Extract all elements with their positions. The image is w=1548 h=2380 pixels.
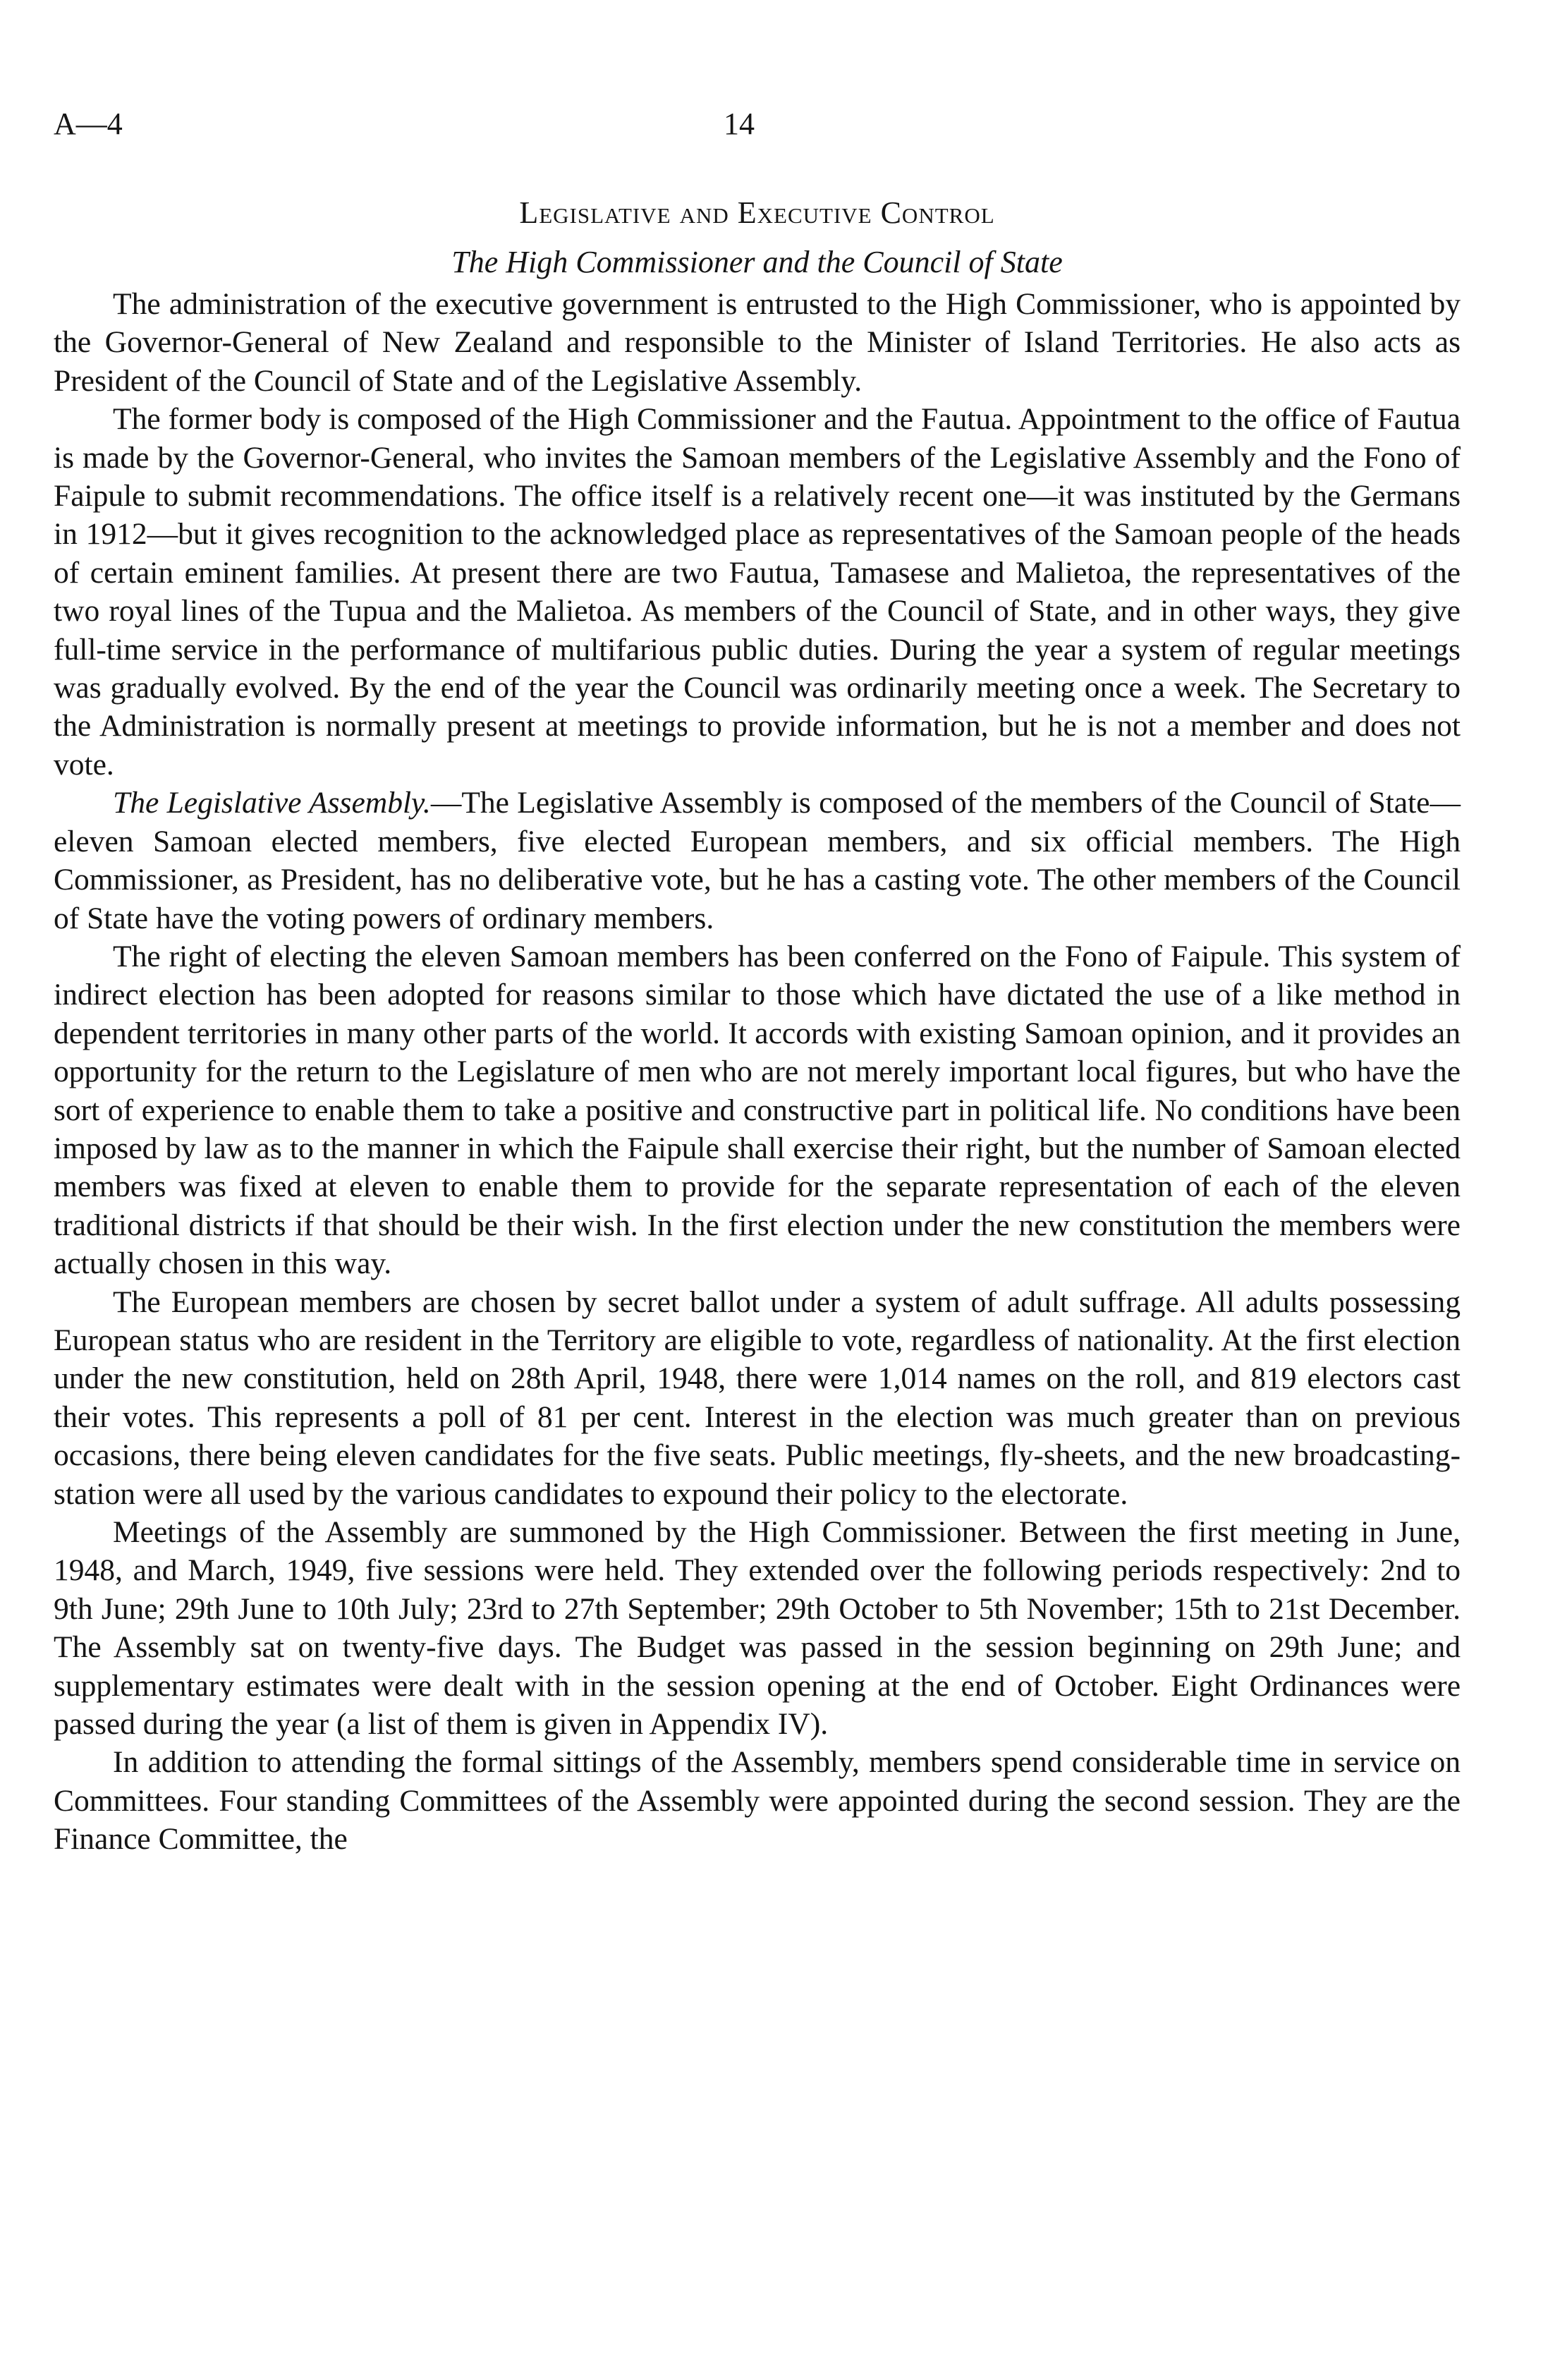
page-number: 14 xyxy=(724,107,755,141)
paragraph-lead: The Legislative Assembly. xyxy=(113,786,431,820)
body-text xyxy=(54,285,1461,1859)
page-reference: A—4 xyxy=(54,107,123,141)
page-header xyxy=(54,106,1461,162)
paragraph xyxy=(54,937,1461,1283)
paragraph-text: Meetings of the Assembly are summoned by the High Commissioner. Between the first meeting in June, 1948, and March, 1949, five sessions were held. They extended over the following periods respectively: 2nd to 9th June; 29th June to 10th July; 23rd to 27th September; 29th October to 5th November; 15th to 21st December. The Assembly sat on twenty-five days. The Budget was passed in the session beginning on 29th June; and supplementary estimates were dealt with in the session opening at the end of October. Eight Ordinances were passed during the year (a list of them is given in Appendix IV). xyxy=(54,1515,1461,1742)
paragraph-text: —The Legislative Assembly is composed of the members of the Council of State—eleven Samoan elected members, five elected European members, and six official members. The High Commissioner, as President, has no deliberative vote, but he has a casting vote. The other members of the Council of State have the voting powers of ordinary members. xyxy=(54,786,1461,935)
paragraph-text: The European members are chosen by secret ballot under a system of adult suffrage. All adults possessing European status who are resident in the Territory are eligible to vote, regardless of nationality. At the first election under the new constitution, held on 28th April, 1948, there were 1,014 names on the roll, and 819 electors cast their votes. This represents a poll of 81 per cent. Interest in the election was much greater than on previous occasions, there being eleven candidates for the five seats. Public meetings, fly-sheets, and the new broadcasting-station were all used by the various candidates to expound their policy to the electorate. xyxy=(54,1285,1461,1511)
paragraph xyxy=(54,285,1461,400)
paragraph xyxy=(54,400,1461,784)
paragraph-text: The administration of the executive government is entrusted to the High Commissioner, who is appointed by the Governor-General of New Zealand and responsible to the Minister of Island Territories. He also acts as President of the Council of State and of the Legislative Assembly. xyxy=(54,287,1461,398)
section-heading: Legislative and Executive Control xyxy=(519,195,995,230)
paragraph-text: The right of electing the eleven Samoan members has been conferred on the Fono of Faipule. This system of indirect election has been adopted for reasons similar to those which have dictated the use of a like method in dependent territories in many other parts of the world. It accords with existing Samoan opinion, and it provides an opportunity for the return to the Legislature of men who are not merely important local figures, but who have the sort of experience to enable them to take a positive and constructive part in political life. No conditions have been imposed by law as to the manner in which the Faipule shall exercise their right, but the number of Samoan elected members was fixed at eleven to enable them to provide for the separate representation of each of the eleven traditional districts if that should be their wish. In the first election under the new constitution the members were actually chosen in this way. xyxy=(54,939,1461,1281)
paragraph xyxy=(54,1743,1461,1858)
paragraph xyxy=(54,784,1461,937)
paragraph-text: In addition to attending the formal sittings of the Assembly, members spend considerable time in service on Committees. Four standing Committees of the Assembly were appointed during the second session. They are the Finance Committee, the xyxy=(54,1745,1461,1857)
paragraph xyxy=(54,1283,1461,1513)
subheading: The High Commissioner and the Council of State xyxy=(451,245,1063,279)
paragraph-text: The former body is composed of the High Commissioner and the Fautua. Appointment to the office of Fautua is made by the Governor-General, who invites the Samoan members of the Legislative Assembly and the Fono of Faipule to submit recommendations. The office itself is a relatively recent one—it was instituted by the Germans in 1912—but it gives recognition to the acknowledged place as representatives of the Samoan people of the heads of certain eminent families. At present there are two Fautua, Tamasese and Malietoa, the representatives of the two royal lines of the Tupua and the Malietoa. As members of the Council of State, and in other ways, they give full-time service in the performance of multifarious public duties. During the year a system of regular meetings was gradually evolved. By the end of the year the Council was ordinarily meeting once a week. The Secretary to the Administration is normally present at meetings to provide information, but he is not a member and does not vote. xyxy=(54,402,1461,782)
document-page xyxy=(54,106,1461,1859)
paragraph xyxy=(54,1513,1461,1743)
